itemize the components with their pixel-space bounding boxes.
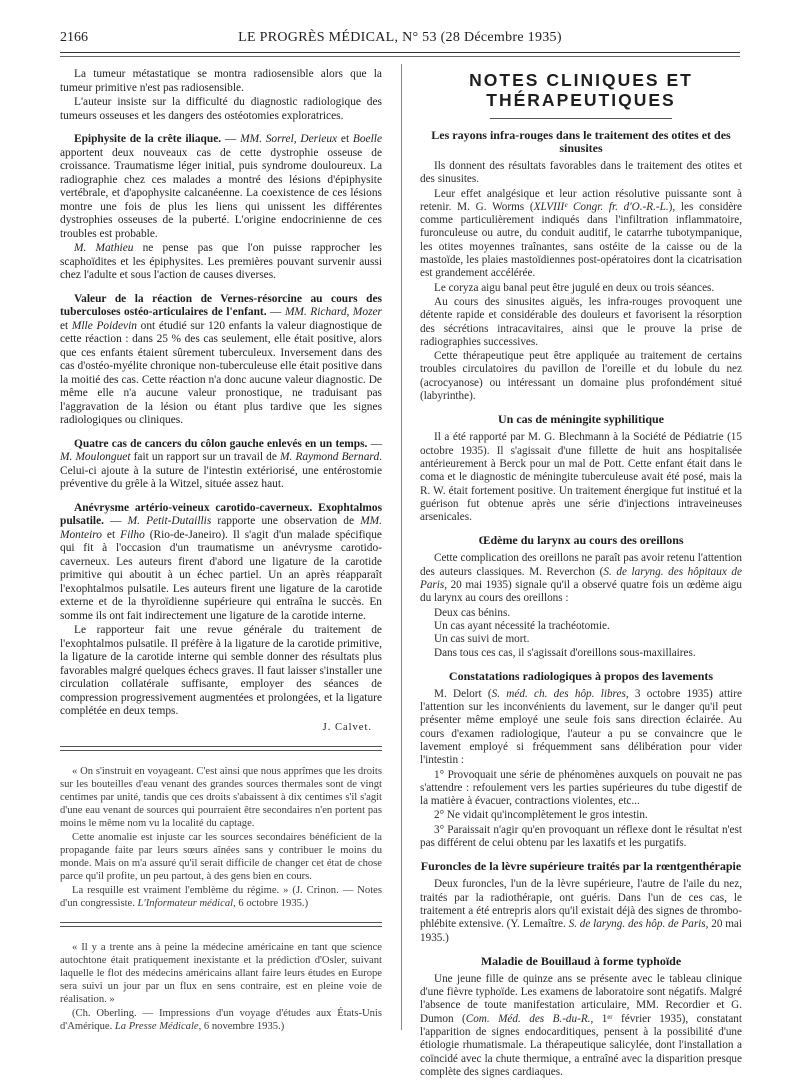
article-anevrysme [60, 502, 382, 624]
quote-source-title: L'Informateur médical [137, 898, 234, 909]
note-title: Un cas de méningite syphilitique [497, 412, 665, 427]
note-reference: Com. Méd. des B.-du-R. [465, 1012, 591, 1025]
note-title: Œdème du larynx au cours des oreillons [478, 533, 684, 548]
section-divider [60, 746, 382, 751]
quote-source-date: , 6 novembre 1935.) [198, 1021, 285, 1032]
page-number: 2166 [60, 30, 88, 45]
quote-text: Cette anomalie est injuste car les sources secondaires bénéficient de la propagande faite par leurs sœurs aînées sans y contribuer le moins du monde. Mais on m'a assuré qu'il serait difficile de changer cet état de chose parce qu'il profite, un peu partout, à des gens bien en cours. [60, 832, 382, 882]
article-epiphysite [60, 133, 382, 241]
article-body: apportent deux nouveaux cas de cette dystrophie osseuse de croissance. Traumatisme léger initial, puis syndrome douloureux. La radiographie chez ces malades a montré des lésions d'épiphysite vertébrale, et d'apophysite calcanéenne. La coexistence de ces lésions montre une fois de plus les liens qui unissent les différentes dystrophies osseuses de la puberté. L'origine endocrinienne de ces troubles est probable. [60, 146, 382, 240]
quote-source [60, 1007, 382, 1033]
header-rule-thin [60, 56, 740, 57]
running-title: LE PROGRÈS MÉDICAL, N° 53 (28 Décembre 1935) [238, 30, 562, 45]
note-paragraph [420, 688, 742, 768]
conjunction: et [101, 528, 121, 541]
title-rule [490, 118, 672, 119]
article-title: Epiphysite de la crête iliaque. [74, 133, 222, 145]
quote-source-author: (Ch. Oberling. — Impressions d'un voyage d'études aux États-Unis d'Amérique. [60, 1008, 382, 1032]
section-title: NOTES CLINIQUES ET THÉRAPEUTIQUES [469, 70, 693, 110]
article-body: fait un rapport sur un travail de [130, 451, 281, 463]
note-paragraph [420, 552, 742, 605]
note-text: , 1ᵉʳ février 1935), constatant l'apparition de signes endocarditiques, pensent à la possibilité d'une étiologie rhumatismale. La thérapeutique salicylée, dont l'installation a coïncidé avec la chute thermique, a entraîné avec la disparition presque complète des signes cardiaques. [420, 1012, 742, 1078]
right-column [420, 68, 742, 1080]
article-body: (Rio-de-Janeiro). Il s'agit d'un malade spécifique qui fit à l'occasion d'un traumatisme un anévrysme carotido-caverneux. Les auteurs firent d'abord une ligature de la carotide primitive qui aboutit à un échec partiel. Un an après réapparaît l'exophtalmos pulsatile. Les auteurs firent une ligature de la carotide externe et de la thyroïdienne supérieure qui entraîna le succès. En somme ils ont fait indirectement une ligature de la carotide interne. [60, 528, 382, 622]
note-title: Les rayons infra-rouges dans le traitement des otites et des sinusites [431, 128, 731, 155]
note-reference: S. méd. ch. des hôp. libres [491, 687, 626, 700]
quote-text: « On s'instruit en voyageant. C'est ainsi que nous apprîmes que les droits sur les bouteilles d'eau venant des grandes sources thermales sont de vingt centimes par unité, tandis que ces droits s'abaissent à dix centimes s'il s'agit d'une eau venant de sources qui pourraient être secondaires n'en portent pas moins le même nom vu la localité du captage. [60, 766, 382, 829]
authors: M. Raymond Bernard [280, 451, 380, 463]
intro-paragraph: La tumeur métastatique se montra radiosensible alors que la tumeur primitive n'est pas radiosensible. [60, 68, 382, 94]
quote-source: La resquille est vraiment l'emblème du régime. » (J. Crinon. — Notes d'un congressiste. [60, 885, 382, 909]
note-title: Maladie de Bouillaud à forme typhoïde [480, 953, 682, 968]
article-paragraph [60, 242, 382, 283]
note-reference: S. de laryng. des hôp. de Paris [568, 918, 706, 931]
article-body: ont étudié sur 120 enfants la valeur diagnostique de cette réaction : dans 25 % des cas seulement, elle était positive, alors que ces enfants étaient sûrement tuberculeux. Inversement dans des cas d'ostéo-myélite chronique non-tuberculeuse elle était positive dans la moitié des cas. Cette réaction n'a donc aucune valeur diagnostic. De même elle n'a aucune valeur pronostique, ne traduisant pas l'aggravation de la lésion ou étant plus tardive que les signes radiologiques ou cliniques. [60, 319, 382, 426]
quote-text: « Il y a trente ans à peine la médecine américaine en tant que science autochtone était pratiquement inexistante et la prédiction d'Osler, suivant laquelle le flot des médecins américains allant faire leurs études en Europe sera suivi un jour par un flux en sens contraire, est en pleine voie de réalisation. » [60, 942, 382, 1005]
note-paragraph: Au cours des sinusites aiguës, les infra-rouges provoquent une détente rapide et considérable des douleurs et favorisent la résorption des sécrétions intracavitaires, ainsi que le prouve la prise de radiographies successives. [420, 295, 742, 348]
dash: — [266, 306, 285, 318]
authors: MM. Monteiro [60, 515, 383, 541]
note-text: , 3 octobre 1935) attire l'attention sur les inconvénients du lavement, sur le danger qu'il peut présenter même employé une seule fois sans direction éclairée. Au cours d'examen radiologique, l'auteur a pu se convaincre que le lavement employé si fréquemment sans délibération pour vider l'intestin : [420, 687, 742, 767]
note-paragraph: Il a été rapporté par M. G. Blechmann à la Société de Pédiatrie (15 octobre 1935). Il s'agissait d'une fillette de huit ans hospitalisée antérieurement à Berck pour un mal de Pott. Cette enfant était dans le coma et le diagnostic de méningite tuberculeuse avait été posé, mais la R. W. était fortement positive. Un traitement énergique fut institué et la guérison fut obtenue après une série d'injections intraveineuses arsenicales. [420, 431, 742, 524]
quote-source-date: , 6 octobre 1935.) [233, 898, 309, 909]
article-title: Valeur de la réaction de Vernes-résorcine au cours des tuberculoses ostéo-articulaires de l'enfant. [60, 292, 382, 318]
note-paragraph: Cette thérapeutique peut être appliquée au traitement de certains troubles circulatoires du pavillon de l'oreille et du lobule du nez (acrocyanose) ou intéressant un domaine plus profondément situé (labyrinthe). [420, 350, 742, 403]
quote-source-title: La Presse Médicale [114, 1021, 199, 1032]
article-paragraph: Le rapporteur fait une revue générale du traitement de l'exophtalmos pulsatile. Il préfère à la ligature de la carotide primitive, la ligature de la carotide interne qui semble donner des résultats plus favorables malgré quelques échecs graves. Il faut laisser s'installer une circulation collatérale suffisante, employer des séances de compression progressivement augmentées et prolongées, et la ligature complétée en deux temps. [60, 624, 382, 717]
note-text: ), les considère comme particulièrement indiqués dans l'infiltration inflammatoire, furonculeuse ou autre, du conduit auditif, le catarrhe tubotympanique, les otites moyennes traînantes, sans ostéite de la caisse ou de la mastoïde, les plaies mastoïdiennes post-opératoires dont la cicatrisation est grandement accélérée. [420, 200, 742, 280]
article-title: Quatre cas de cancers du côlon gauche enlevés en un temps. [74, 437, 368, 450]
note-paragraph [420, 878, 742, 944]
note-reference: XLVIIIᵉ Congr. fr. d'O.-R.-L. [533, 200, 669, 213]
authors: MM. Richard, Mozer [284, 306, 382, 318]
list-item: Un cas ayant nécessité la trachéotomie. [434, 619, 610, 632]
conjunction: et [337, 133, 353, 145]
authors: Filho [120, 528, 145, 541]
quote-oberling [60, 941, 382, 1033]
note-paragraph: 3° Paraissait n'agir qu'en provoquant un réflexe dont le résultat n'est pas différent de celui obtenu par les laxatifs et les purgatifs. [420, 823, 742, 850]
left-column [60, 68, 382, 1034]
note-paragraph: 2° Ne vidait qu'incomplètement le gros intestin. [434, 809, 648, 822]
intro-paragraph: L'auteur insiste sur la difficulté du diagnostic radiologique des tumeurs osseuses et les dangers des ostéotomies exploratrices. [60, 96, 382, 122]
authors: MM. Sorrel, Derieux [240, 133, 338, 145]
note-text: Leur effet analgésique et leur action résolutive puissante sont à retenir. M. G. Worms ( [420, 187, 742, 213]
column-separator [401, 64, 402, 1030]
note-paragraph: Le coryza aigu banal peut être jugulé en deux ou trois séances. [434, 281, 715, 294]
article-vernes [60, 293, 382, 428]
quote-text [60, 884, 382, 910]
list-item: Deux cas bénins. [434, 606, 511, 619]
conjunction: et [60, 319, 72, 332]
note-paragraph [420, 188, 742, 281]
header-rule [60, 52, 740, 53]
section-divider [60, 922, 382, 927]
note-text: , 20 mai 1935.) [420, 918, 742, 944]
note-text: M. Delort ( [434, 687, 492, 700]
note-text: Une jeune fille de quinze ans se présente avec le tableau clinique d'une fièvre typhoïde. Les examens de laboratoire sont négatifs. Malgré l'absence de toute manifestation articulaire, MM. Recordier et G. Dumon ( [420, 972, 742, 1025]
note-text: Cette complication des oreillons ne paraît pas avoir retenu l'attention des auteurs classiques. M. Reverchon ( [420, 552, 742, 578]
note-paragraph: 1° Provoquait une série de phénomènes auxquels on pouvait ne pas s'attendre : refoulement vers les parties supérieures du tube digestif de la matière à évacuer, contractions violentes, etc... [420, 768, 742, 808]
authors: Boelle [352, 133, 383, 145]
article-colon [60, 438, 382, 492]
authors: M. Moulonguet [60, 451, 131, 463]
authors: M. Petit-Dutaillis [127, 515, 212, 527]
note-text: , 20 mai 1935) signale qu'il a observé quatre fois un œdème aigu du larynx au cours des oreillons : [420, 579, 742, 605]
article-body: . Celui-ci ajoute à la suture de l'intestin extériorisé, une entérostomie préventive du grêle à la Witzel, située assez haut. [60, 451, 382, 490]
note-title: Furoncles de la lèvre supérieure traités par la rœntgenthérapie [420, 859, 742, 874]
authors: M. Mathieu [74, 242, 134, 254]
note-text: Deux furoncles, l'un de la lèvre supérieure, l'autre de l'aile du nez, traités par la radiothérapie, ont guéris. Dans l'un de ces cas, le traitement a été entrepris alors qu'il existait déjà des signes de thrombo-phlébite extensive. (Y. Lemaître. [420, 878, 742, 931]
dash: — [221, 133, 241, 145]
note-reference: S. de laryng. des hôpitaux de Paris [420, 565, 742, 592]
dash: — [367, 437, 382, 450]
note-title: Constatations radiologiques à propos des lavements [448, 668, 714, 683]
article-body: ne pense pas que l'on puisse rapprocher les scaphoïdites et les épiphysites. Les premières pouvant survenir aussi chez l'adulte et sous l'action de causes diverses. [60, 242, 382, 281]
authors: Mlle Poidevin [71, 319, 137, 332]
note-paragraph: Ils donnent des résultats favorables dans le traitement des otites et des sinusites. [420, 160, 742, 186]
note-paragraph [420, 973, 742, 1079]
running-header [60, 30, 740, 52]
signature: J. Calvet. [322, 721, 372, 733]
dash: — [104, 515, 128, 527]
article-body: rapporte une observation de [211, 515, 361, 527]
quote-crinon [60, 765, 382, 910]
note-paragraph: Dans tous ces cas, il s'agissait d'oreillons sous-maxillaires. [434, 646, 696, 659]
article-title: Anévrysme artério-veineux carotido-caverneux. Exophtalmos pulsatile. [60, 501, 382, 527]
list-item: Un cas suivi de mort. [434, 633, 530, 646]
